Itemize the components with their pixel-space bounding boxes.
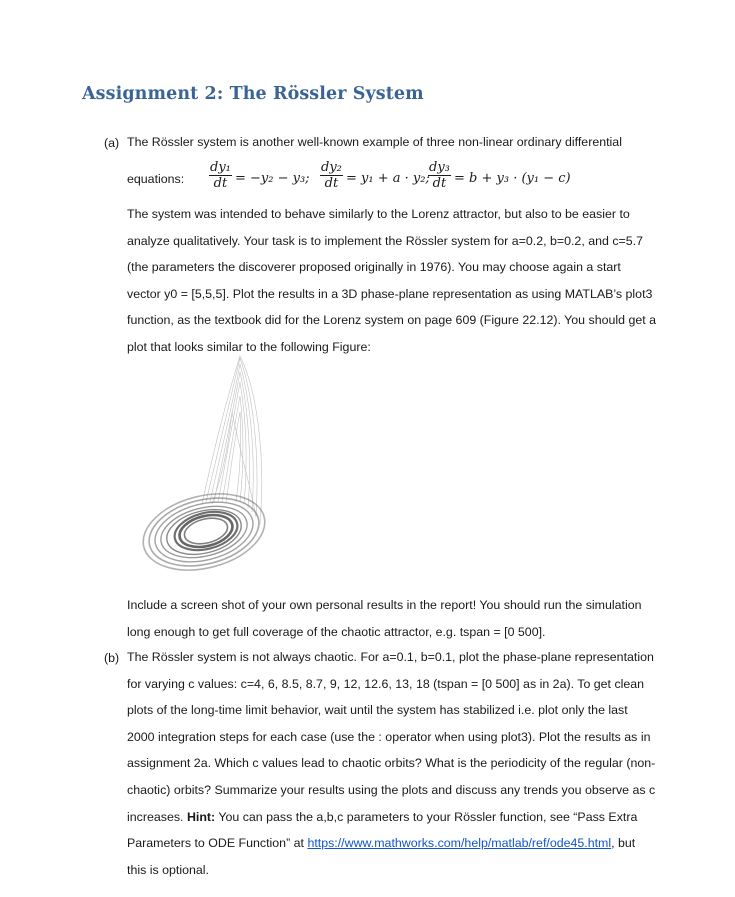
- text-line: (the parameters the discoverer proposed originally in 1976). You may choose again a start: [127, 260, 621, 275]
- hint-line: increases. Hint: You can pass the a,b,c parameters to your Rössler function, see “Pass Extra: [127, 809, 638, 824]
- part-a-label: (a): [104, 136, 120, 150]
- part-a-intro-line: The Rössler system is another well-known example of three non-linear ordinary differential: [127, 135, 622, 149]
- equation-2-rhs: = y₁ + a · y₂;: [346, 171, 430, 186]
- equation-2-derivative: $\frac{\text{dy₂}}{dt}$: [321, 160, 342, 191]
- link-line: Parameters to ODE Function” at https://www.mathworks.com/help/matlab/ref/ode45.html, but: [127, 836, 636, 851]
- text-line: plots of the long-time limit behavior, wait until the system has stabilized i.e. plot only the last: [127, 703, 628, 718]
- equations-label: equations:: [127, 172, 185, 186]
- assignment-title: Assignment 2: The Rössler System: [82, 84, 424, 104]
- part-b-label: (b): [104, 651, 120, 665]
- equation-3-rhs: = b + y₃ · (y₁ − c): [454, 171, 571, 186]
- ode45-docs-link[interactable]: https://www.mathworks.com/help/matlab/ref/ode45.html: [307, 836, 612, 851]
- text-line: plot that looks similar to the following Figure:: [127, 339, 371, 354]
- equation-1-rhs: = −y₂ − y₃;: [235, 171, 310, 186]
- part-a-intro: [127, 129, 687, 156]
- text-line: Include a screen shot of your own personal results in the report! You should run the simulation: [127, 598, 642, 612]
- part-a-body: [127, 201, 687, 361]
- rossler-attractor-figure: [128, 352, 306, 592]
- text-line: long enough to get full coverage of the chaotic attractor, e.g. tspan = [0 500].: [127, 624, 546, 639]
- text-line: chaotic) orbits? Summarize your results using the plots and discuss any trends you observe as c: [127, 782, 656, 797]
- equations-block: [127, 158, 607, 198]
- part-b-body: [127, 644, 687, 883]
- text-line: 2000 integration steps for each case (use the : operator when using plot3). Plot the results as in: [127, 729, 651, 744]
- text-line: this is optional.: [127, 862, 209, 877]
- equation-3-derivative: $\frac{\text{dy₃}}{dt}$: [429, 160, 450, 191]
- text-line: The Rössler system is not always chaotic. For a=0.1, b=0.1, plot the phase-plane representation: [127, 650, 654, 664]
- text-line: The system was intended to behave similarly to the Lorenz attractor, but also to be easier to: [127, 207, 630, 221]
- text-line: for varying c values: c=4, 6, 8.5, 8.7, 9, 12, 12.6, 13, 18 (tspan = [0 500] as in 2a). To get clean: [127, 676, 645, 691]
- text-line: analyze qualitatively. Your task is to implement the Rössler system for a=0.2, b=0.2, and c=5.7: [127, 233, 643, 248]
- text-line: vector y0 = [5,5,5]. Plot the results in a 3D phase-plane representation as using MATLAB’s plot3: [127, 286, 653, 301]
- text-line: function, as the textbook did for the Lorenz system on page 609 (Figure 22.12). You should get a: [127, 313, 657, 328]
- text-line: assignment 2a. Which c values lead to chaotic orbits? What is the periodicity of the regular (non-: [127, 756, 656, 771]
- hint-label: Hint:: [186, 809, 216, 824]
- part-a-after: [127, 592, 687, 645]
- equation-1-derivative: $\frac{\text{dy₁}}{dt}$: [210, 160, 231, 191]
